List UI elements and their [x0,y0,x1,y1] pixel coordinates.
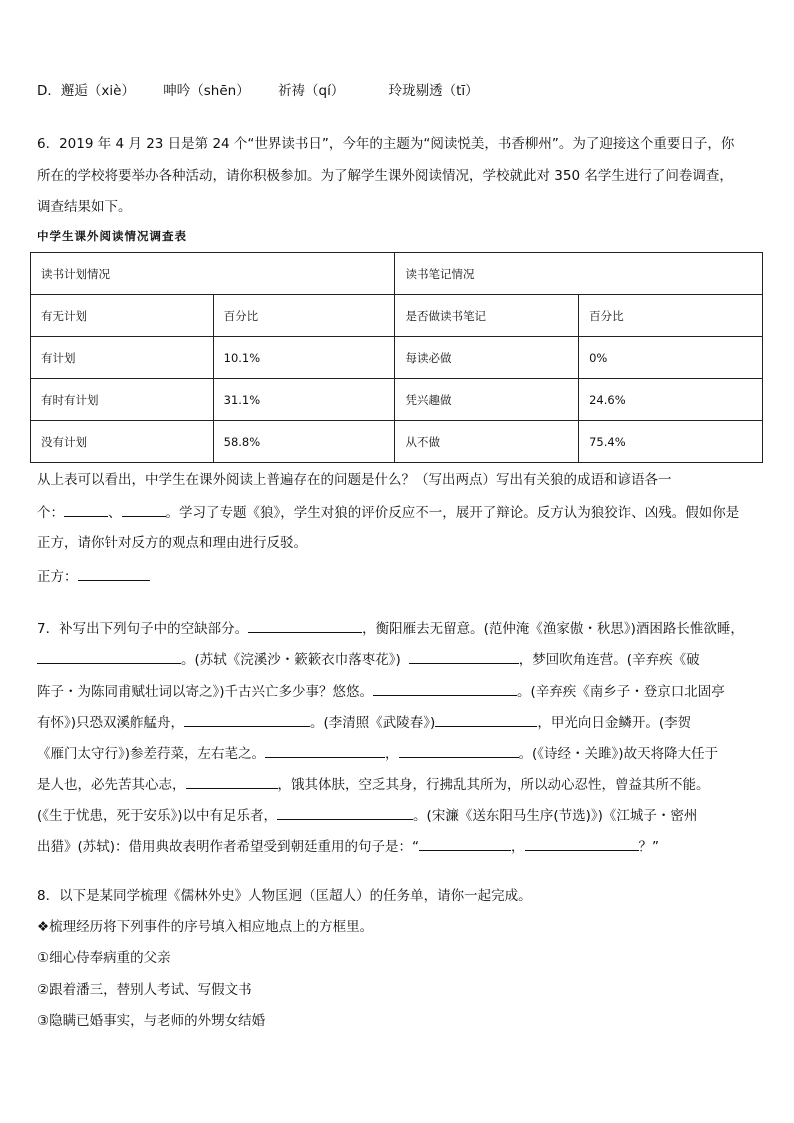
table-cell: 从不做 [395,421,579,463]
answer-blank[interactable] [186,773,278,789]
q7-line-4 [37,711,691,733]
q7-text: ，饿其体肤，空乏其身，行拂乱其所为，所以动心忍性，曾益其所不能。 [277,777,710,793]
q7-text: ，梦回吹角连营。(辛弃疾《破 [518,652,700,668]
q6-line-1: 6．2019 年 4 月 23 日是第 24 个“世界读书日”，今年的主题为“阅读悦美，书香柳州”。为了迎接这个重要日子，你 [37,136,735,152]
answer-blank[interactable] [525,835,639,851]
q7-text: ？” [638,839,660,855]
q7-text: 阵子・为陈同甫赋壮词以寄之》)千古兴亡多少事？悠悠。 [37,684,374,700]
q7-text: 。(宋濂《送东阳马生序(节选)》)《江城子・密州 [413,808,698,824]
q7-text: ， [511,839,525,855]
table-group-right: 读书笔记情况 [395,253,763,295]
q8-item-2: ②跟着潘三，替别人考试、写假文书 [37,982,252,998]
answer-blank[interactable] [435,711,537,727]
option-d-line [37,81,479,101]
answer-blank[interactable] [78,565,150,581]
q8-line-1: 8．以下是某同学梳理《儒林外史》人物匡迥（匡超人）的任务单，请你一起完成。 [37,888,532,904]
q6-after-line-2 [37,501,739,523]
q6-after-text-b: 。学习了专题《狼》，学生对狼的评价反应不一，展开了辩论。反方认为狼狡诈、凶残。假如你是 [165,505,740,521]
table-row [31,379,763,421]
table-row [31,253,763,295]
option-d-word-3: 祈祷（qí） [278,83,345,99]
q7-text: 《雁门太守行》)参差荇菜，左右芼之。 [37,746,266,762]
q7-text: 7．补写出下列句子中的空缺部分。 [37,621,249,637]
q7-line-5 [37,742,718,764]
option-d-word-2: 呻吟（shēn） [163,83,250,99]
q6-after-sep: 、 [108,505,122,521]
q6-answer-label: 正方： [37,569,78,585]
q7-line-8 [37,835,659,857]
q7-line-3 [37,680,725,702]
table-cell: 58.8% [213,421,395,463]
table-cell: 75.4% [579,421,763,463]
table-cell: 24.6% [579,379,763,421]
q6-after-line-4 [37,565,150,587]
q6-line-3: 调查结果如下。 [37,199,132,215]
q7-line-6 [37,773,710,795]
q7-text: 。(《诗经・关雎》)故天将降大任于 [518,746,719,762]
table-cell: 每读必做 [395,337,579,379]
q7-text: (《生于忧患，死于安乐》)以中有足乐者， [37,808,278,824]
answer-blank[interactable] [419,835,511,851]
q7-text: 。(辛弃疾《南乡子・登京口北固亭 [517,684,725,700]
table-row [31,337,763,379]
q6-line-2: 所在的学校将要举办各种活动，请你积极参加。为了解学生课外阅读情况，学校就此对 350 名学生进行了问卷调查， [37,168,733,184]
q8-item-3: ③隐瞒已婚事实，与老师的外甥女结婚 [37,1013,266,1029]
answer-blank[interactable] [64,501,108,517]
q7-text: 。(李清照《武陵春》) [310,715,436,731]
table-cell: 31.1% [213,379,395,421]
q8-line-2: ❖梳理经历将下列事件的序号填入相应地点上的方框里。 [37,919,374,935]
answer-blank[interactable] [409,648,519,664]
survey-table-title: 中学生课外阅读情况调查表 [37,229,187,243]
table-cell: 凭兴趣做 [395,379,579,421]
table-cell: 0% [579,337,763,379]
table-header-cell: 是否做读书笔记 [395,295,579,337]
q7-text: ，甲光向日金鳞开。(李贺 [537,715,692,731]
q7-text: 。(苏轼《浣溪沙・簌簌衣巾落枣花》) [181,652,401,668]
option-d-label: D．邂逅（xiè） [37,83,135,99]
table-cell: 没有计划 [31,421,214,463]
q7-line-2 [37,648,700,670]
table-cell: 10.1% [213,337,395,379]
table-header-cell: 百分比 [213,295,395,337]
table-group-left: 读书计划情况 [31,253,395,295]
q6-after-line-1: 从上表可以看出，中学生在课外阅读上普遍存在的问题是什么？（写出两点）写出有关狼的成语和谚语各一 [37,472,672,488]
table-row [31,421,763,463]
answer-blank[interactable] [265,742,385,758]
answer-blank[interactable] [37,648,181,664]
table-header-cell: 百分比 [579,295,763,337]
table-header-cell: 有无计划 [31,295,214,337]
q7-text: ， [385,746,399,762]
q7-line-7 [37,804,697,826]
q6-after-line-3: 正方，请你针对反方的观点和理由进行反驳。 [37,535,307,551]
q7-text: ，衡阳雁去无留意。(范仲淹《渔家傲・秋思》)酒困路长惟欲睡， [362,621,744,637]
answer-blank[interactable] [277,804,413,820]
option-d-word-4: 玲珑剔透（tī） [388,83,479,99]
table-row [31,295,763,337]
answer-blank[interactable] [122,501,166,517]
table-cell: 有计划 [31,337,214,379]
q7-text: 有怀》)只恐双溪舴艋舟， [37,715,185,731]
q7-line-1 [37,617,744,639]
answer-blank[interactable] [184,711,310,727]
answer-blank[interactable] [399,742,519,758]
answer-blank[interactable] [373,680,517,696]
q6-after-text-a: 个： [37,505,64,521]
answer-blank[interactable] [248,617,362,633]
q8-item-1: ①细心侍奉病重的父亲 [37,950,171,966]
q7-text: 出猎》(苏轼)：借用典故表明作者希望受到朝廷重用的句子是：“ [37,839,420,855]
survey-table [30,252,763,463]
table-cell: 有时有计划 [31,379,214,421]
q7-text: 是人也，必先苦其心志， [37,777,186,793]
